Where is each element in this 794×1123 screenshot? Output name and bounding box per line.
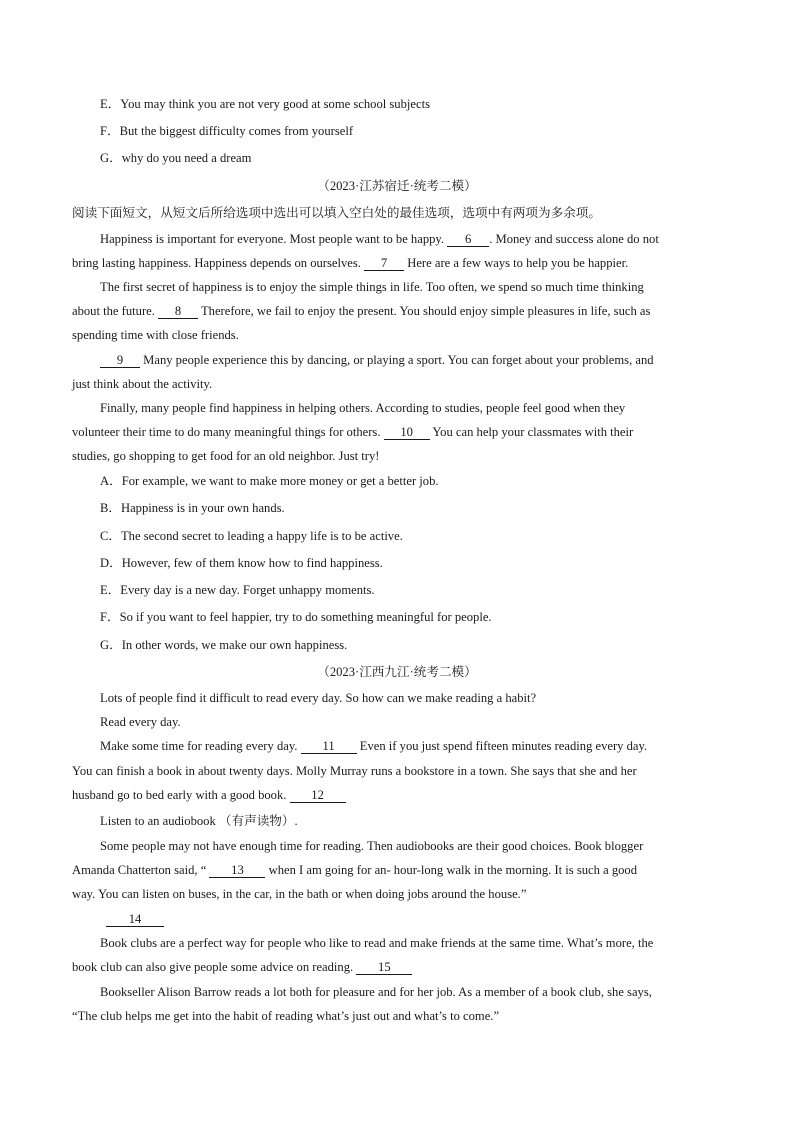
subheading: Read every day. [100,715,181,729]
option-f: F．But the biggest difficulty comes from yourself [100,124,354,138]
paragraph-line: You can finish a book in about twenty days. Molly Murray runs a bookstore in a town. She says that she and her [72,764,637,778]
blank-14[interactable]: 14 [106,912,164,927]
paragraph-line: bring lasting happiness. Happiness depends on ourselves. 7 Here are a few ways to help you be happier. [72,256,629,270]
option-e: E．Every day is a new day. Forget unhappy moments. [100,583,375,597]
blank-13[interactable]: 13 [209,863,265,878]
option-f: F．So if you want to feel happier, try to do something meaningful for people. [100,610,492,624]
paragraph-line: Make some time for reading every day. 11 Even if you just spend fifteen minutes reading every day. [100,739,648,753]
blank-9[interactable]: 9 [100,353,140,368]
option-g: G．In other words, we make our own happiness. [100,638,348,652]
option-a: A．For example, we want to make more money or get a better job. [100,474,439,488]
source-citation: （2023·江苏宿迁·统考二模） [317,179,477,193]
subheading: Listen to an audiobook （有声读物）. [100,814,298,828]
source-citation: （2023·江西九江·统考二模） [317,665,477,679]
paragraph-line: spending time with close friends. [72,328,239,342]
blank-6[interactable]: 6 [447,232,489,247]
paragraph-line: volunteer their time to do many meaningful things for others. 10 You can help your classmates with their [72,425,634,439]
paragraph-line: The first secret of happiness is to enjoy the simple things in life. Too often, we spend so much time thinking [100,280,644,294]
option-g: G．why do you need a dream [100,151,252,165]
paragraph-line: way. You can listen on buses, in the car, in the bath or when doing jobs around the house.” [72,887,527,901]
paragraph-line: 9 Many people experience this by dancing, or playing a sport. You can forget about your problems, and [100,352,654,368]
paragraph-line: book club can also give people some advice on reading. 15 [72,959,412,975]
option-b: B．Happiness is in your own hands. [100,501,285,515]
blank-11[interactable]: 11 [301,739,357,754]
paragraph-line: Book clubs are a perfect way for people who like to read and make friends at the same time. What’s more, the [100,936,654,950]
paragraph-line: Amanda Chatterton said, “ 13 when I am going for an- hour-long walk in the morning. It is such a good [72,863,638,877]
blank-7[interactable]: 7 [364,256,404,271]
paragraph-line: “The club helps me get into the habit of reading what’s just out and what’s to come.” [72,1009,500,1023]
paragraph-line: about the future. 8 Therefore, we fail to enjoy the present. You should enjoy simple pleasures in life, such as [72,304,651,318]
blank-12[interactable]: 12 [290,788,346,803]
option-c: C．The second secret to leading a happy life is to be active. [100,529,403,543]
option-e: E．You may think you are not very good at some school subjects [100,97,430,111]
paragraph-line: just think about the activity. [72,377,213,391]
paragraph-line: husband go to bed early with a good book. 12 [72,787,346,803]
option-d: D．However, few of them know how to find happiness. [100,556,383,570]
paragraph-line: Happiness is important for everyone. Most people want to be happy. 6 . Money and success alone do not [100,232,659,246]
intro-line: Lots of people find it difficult to read every day. So how can we make reading a habit? [100,691,537,705]
blank-8[interactable]: 8 [158,304,198,319]
blank-15[interactable]: 15 [356,960,412,975]
blank-10[interactable]: 10 [384,425,430,440]
paragraph-line: Finally, many people find happiness in helping others. According to studies, people feel good when they [100,401,626,415]
paragraph-line: studies, go shopping to get food for an old neighbor. Just try! [72,449,380,463]
paragraph-line: Bookseller Alison Barrow reads a lot both for pleasure and for her job. As a member of a book club, she says, [100,985,652,999]
instruction: 阅读下面短文，从短文后所给选项中选出可以填入空白处的最佳选项，选项中有两项为多余项。 [72,206,601,220]
paragraph-line [106,911,164,927]
paragraph-line: Some people may not have enough time for reading. Then audiobooks are their good choices. Book blogger [100,839,644,853]
